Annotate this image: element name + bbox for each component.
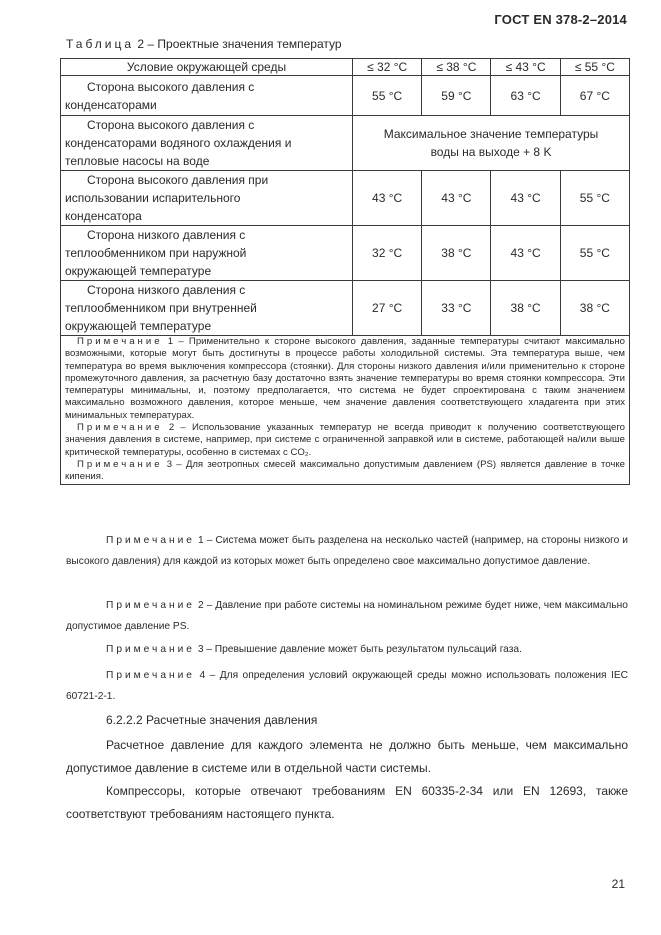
condition-line: теплообменником при внутренней — [65, 301, 257, 315]
table-cell: 55 °C — [353, 76, 422, 116]
merged-line: Максимальное значение температуры — [383, 127, 599, 141]
note-text: 4 – Для определения условий окружающей среды можно использовать положения IEC 60721-2-1. — [66, 670, 628, 702]
note-label: Примечание — [106, 600, 195, 611]
table-row — [61, 76, 630, 116]
paragraph-text: Расчетное давление для каждого элемента не должно быть меньше, чем максимально допустимое давление в системе или в отдельной части системы. — [66, 738, 628, 775]
table-cell: 59 °C — [422, 76, 491, 116]
table-cell: 38 °C — [491, 281, 560, 336]
table-notes — [61, 336, 630, 485]
note-label: Примечание — [106, 644, 195, 655]
header-55: ≤ 55 °C — [560, 59, 629, 76]
body-note — [66, 596, 628, 637]
table-cell: 55 °C — [560, 226, 629, 281]
note-text: 1 – Система может быть разделена на несколько частей (например, на стороны низкого и высокого давления) для каждой из которых может быть определено свое максимально допустимое давление. — [66, 535, 628, 567]
note-text: 3 – Для зеотропных смесей максимально допустимым давлением (PS) является давление в точке кипения. — [65, 458, 625, 483]
condition-line: тепловые насосы на воде — [65, 154, 210, 168]
table-cell: 43 °C — [491, 226, 560, 281]
merged-cell — [353, 116, 630, 171]
condition-line: Сторона низкого давления с — [87, 283, 246, 297]
note-text: 3 – Превышение давление может быть результатом пульсаций газа. — [197, 644, 522, 655]
table-caption-word: Таблица — [66, 37, 135, 51]
table-cell: 67 °C — [560, 76, 629, 116]
condition-line: конденсаторами — [65, 97, 157, 112]
row-condition — [61, 226, 353, 281]
condition-line: окружающей температуре — [65, 319, 212, 333]
condition-line: конденсатора — [65, 209, 142, 223]
note-label: Примечание — [77, 422, 163, 434]
table-row — [61, 171, 630, 226]
table-row — [61, 226, 630, 281]
table-cell: 43 °C — [491, 171, 560, 226]
note-label: Примечание — [106, 535, 195, 546]
body-note — [66, 531, 628, 572]
table-row — [61, 281, 630, 336]
table-note — [65, 459, 625, 484]
row-condition — [61, 116, 353, 171]
merged-line: воды на выходе + 8 K — [430, 145, 552, 159]
table-cell: 38 °C — [560, 281, 629, 336]
table-cell: 55 °C — [560, 171, 629, 226]
design-temperatures-table — [60, 58, 630, 485]
note-text: 2 – Использование указанных температур не всегда приводит к получению соответствующего значения давления в системе, например, при системе с ограниченной заправкой или в системе, работающей на/или выше критической температуры, особенно в системах с CO₂. — [65, 422, 625, 458]
table-cell: 32 °C — [353, 226, 422, 281]
condition-line: Сторона высокого давления с — [87, 79, 255, 94]
table-notes-row — [61, 336, 630, 485]
table-cell: 27 °C — [353, 281, 422, 336]
standard-designation: ГОСТ EN 378-2–2014 — [494, 12, 627, 27]
row-condition — [61, 76, 353, 116]
header-38: ≤ 38 °C — [422, 59, 491, 76]
header-condition: Условие окружающей среды — [61, 59, 353, 76]
note-label: Примечание — [77, 336, 163, 347]
table-header-row — [61, 59, 630, 76]
body-note — [66, 640, 628, 661]
row-condition — [61, 171, 353, 226]
page-number: 21 — [611, 877, 625, 891]
table-note — [65, 422, 625, 459]
condition-line: конденсаторами водяного охлаждения и — [65, 136, 292, 150]
section-heading: 6.2.2.2 Расчетные значения давления — [106, 713, 318, 727]
condition-line: Сторона низкого давления с — [87, 228, 246, 242]
table-caption-title: 2 – Проектные значения температур — [137, 37, 342, 51]
condition-line: Сторона высокого давления с — [87, 118, 255, 132]
body-note — [66, 666, 628, 707]
section-paragraph — [66, 734, 628, 780]
row-condition — [61, 281, 353, 336]
condition-line: теплообменником при наружной — [65, 246, 247, 260]
table-cell: 33 °C — [422, 281, 491, 336]
table-cell: 38 °C — [422, 226, 491, 281]
condition-line: Сторона высокого давления при — [87, 173, 269, 187]
condition-line: использовании испарительного — [65, 191, 241, 205]
note-label: Примечание — [106, 670, 195, 681]
table-caption — [66, 37, 342, 51]
section-paragraph — [66, 780, 628, 826]
header-43: ≤ 43 °C — [491, 59, 560, 76]
header-32: ≤ 32 °C — [353, 59, 422, 76]
condition-line: окружающей температуре — [65, 264, 212, 278]
table-note — [65, 336, 625, 422]
table-cell: 63 °C — [491, 76, 560, 116]
paragraph-text: Компрессоры, которые отвечают требованиям EN 60335-2-34 или EN 12693, также соответствуют требованиям настоящего пункта. — [66, 784, 628, 821]
table-cell: 43 °C — [422, 171, 491, 226]
note-text: 2 – Давление при работе системы на номинальном режиме будет ниже, чем максимально допустимое давление PS. — [66, 600, 628, 632]
table-cell: 43 °C — [353, 171, 422, 226]
table-row — [61, 116, 630, 171]
note-text: 1 – Применительно к стороне высокого давления, заданные температуры считают максимально возможными, которые могут быть достигнуты в процессе работы холодильной системы. Эта температура выше, чем температура во время выключения компрессора (стоянки). Для стороны низкого давления и/или применительно к стороне промежуточного давления, за расчетную базу достаточно взять значение температуры во время стоянки компрессора. Эти температуры минимальны, и, поэтому предполагается, что система не будет спроектирована с таким значением максимально возможного давления, которое меньше, чем значение давления соответствующего хладагента при этих минимальных температурах. — [65, 336, 625, 421]
note-label: Примечание — [77, 458, 163, 470]
